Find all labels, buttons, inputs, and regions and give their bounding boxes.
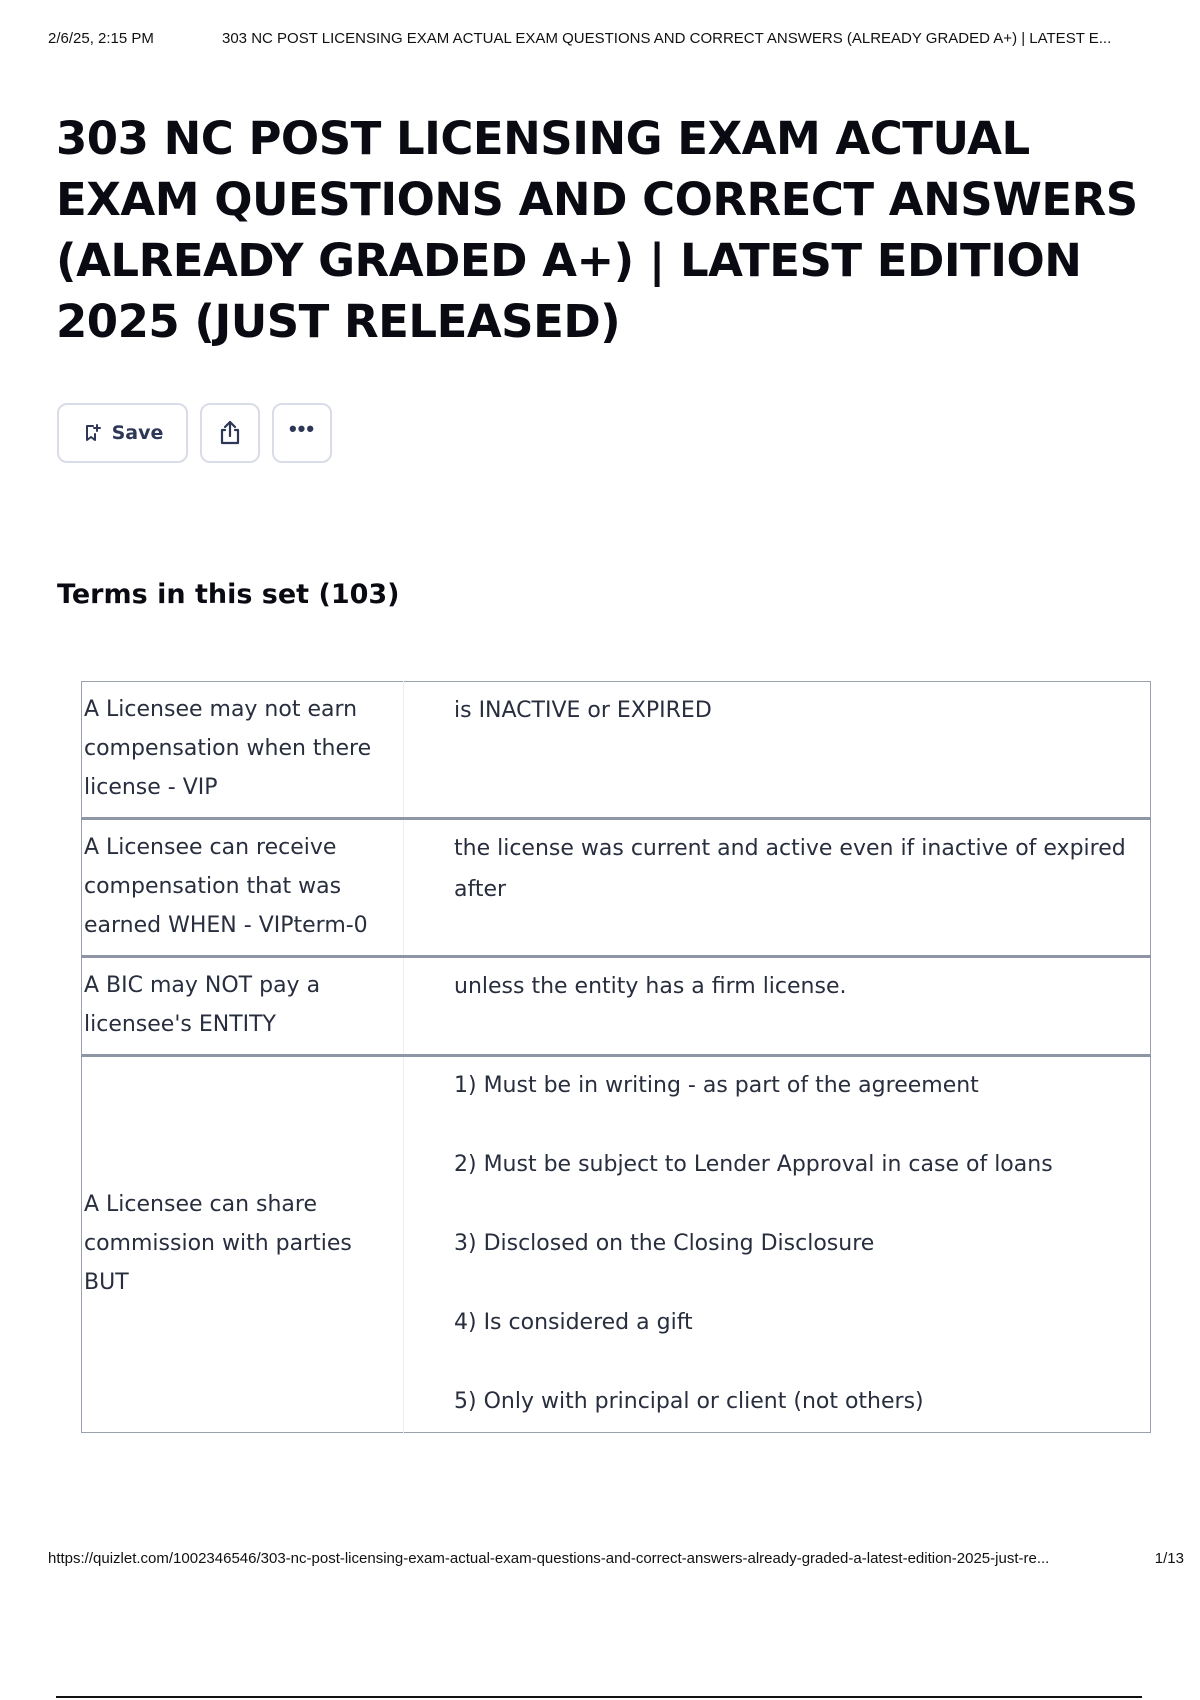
definition-text: unless the entity has a firm license. — [454, 974, 847, 999]
page-divider — [56, 1696, 1142, 1698]
set-actions — [57, 403, 332, 463]
term-row — [82, 682, 1151, 819]
set-title: 303 NC POST LICENSING EXAM ACTUAL EXAM QUESTIONS AND CORRECT ANSWERS (ALREADY GRADED A+) | LATEST EDITION 2025 (JUST RELEASED) — [56, 112, 1138, 348]
terms-heading: Terms in this set (103) — [57, 579, 400, 610]
page-number: 1/13 — [1154, 1550, 1184, 1567]
definition-item: 4) Is considered a gift — [454, 1310, 693, 1335]
term-text: A Licensee can share commission with parties BUT — [82, 1056, 404, 1433]
definition-text: is INACTIVE or EXPIRED — [454, 698, 712, 723]
save-button[interactable] — [57, 403, 188, 463]
print-footer — [48, 1550, 1188, 1570]
definition-text: the license was current and active even if inactive of expired after — [454, 836, 1126, 902]
page-url: https://quizlet.com/1002346546/303-nc-post-licensing-exam-actual-exam-questions-and-correct-answers-already-graded-a-latest-edition-2025-just-re... — [48, 1550, 1050, 1567]
bookmark-plus-icon — [82, 423, 102, 443]
term-text: A Licensee can receive compensation that was earned WHEN - VIPterm-0 — [82, 819, 404, 957]
terms-table — [81, 681, 1151, 1433]
term-text: A BIC may NOT pay a licensee's ENTITY — [82, 957, 404, 1056]
definition-item: 1) Must be in writing - as part of the agreement — [454, 1073, 979, 1098]
definition-item: 2) Must be subject to Lender Approval in case of loans — [454, 1152, 1053, 1177]
print-page-title: 303 NC POST LICENSING EXAM ACTUAL EXAM QUESTIONS AND CORRECT ANSWERS (ALREADY GRADED A+) | LATEST E... — [222, 30, 1112, 47]
print-header — [48, 30, 1188, 50]
definition-item: 5) Only with principal or client (not others) — [454, 1389, 924, 1414]
more-horizontal-icon: ••• — [288, 416, 316, 441]
more-options-button[interactable] — [272, 403, 332, 463]
term-row — [82, 1056, 1151, 1433]
term-row — [82, 957, 1151, 1056]
share-button[interactable] — [200, 403, 260, 463]
term-row — [82, 819, 1151, 957]
share-icon — [216, 419, 244, 447]
definition-list — [404, 1056, 1151, 1433]
definition-item: 3) Disclosed on the Closing Disclosure — [454, 1231, 875, 1256]
print-date: 2/6/25, 2:15 PM — [48, 30, 154, 47]
term-text: A Licensee may not earn compensation when there license - VIP — [82, 682, 404, 819]
save-button-label: Save — [111, 422, 164, 444]
